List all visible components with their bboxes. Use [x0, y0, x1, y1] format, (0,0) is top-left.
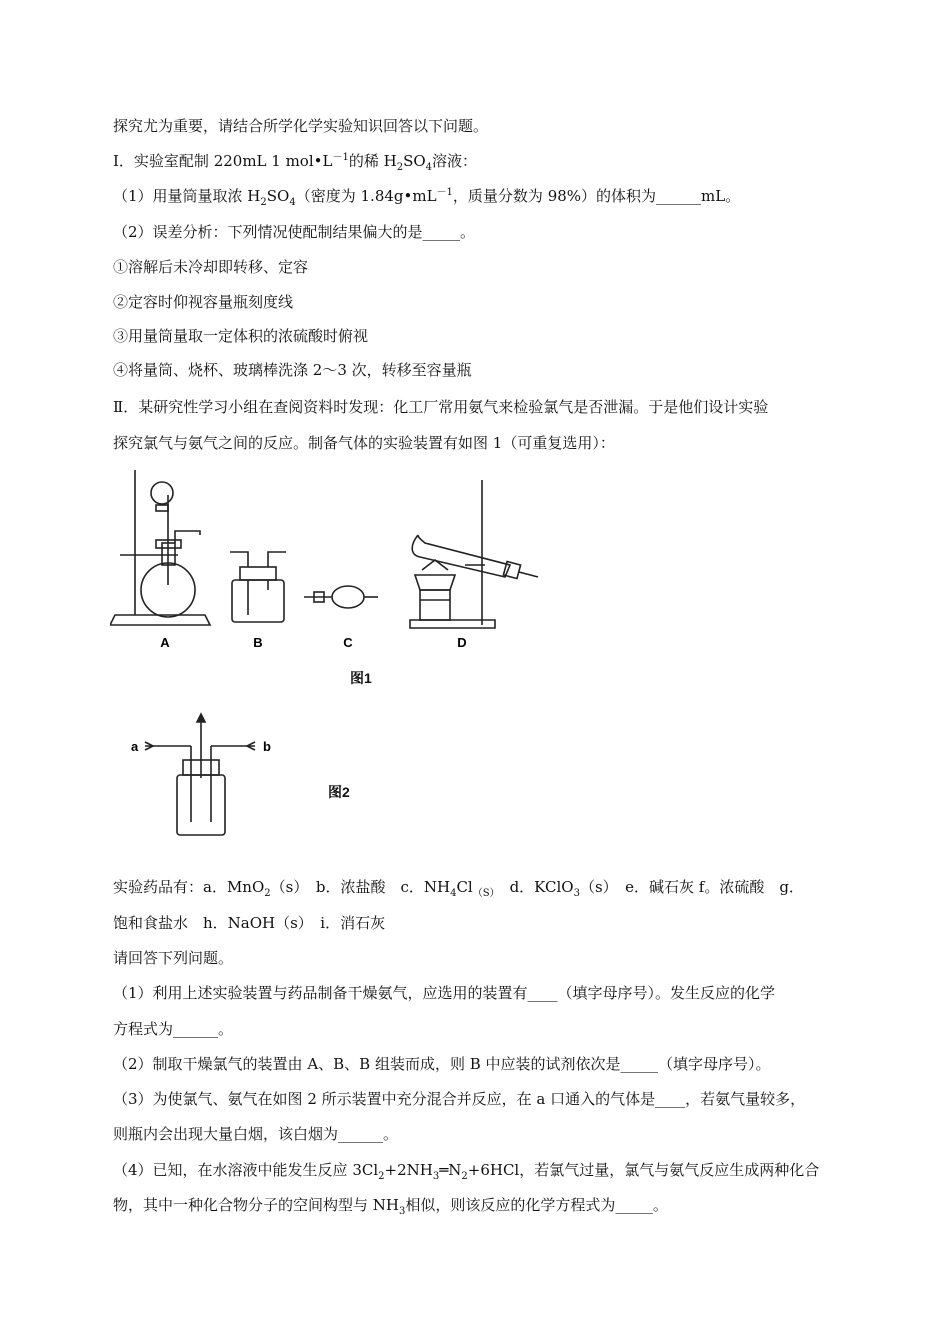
label-c: C: [343, 635, 353, 650]
figure-2-apparatus: [125, 710, 295, 840]
reagents-line-2: 饱和食盐水 h．NaOH（s） i．消石灰: [113, 914, 386, 932]
option-2: ②定容时仰视容量瓶刻度线: [113, 293, 294, 311]
apparatus-a-drawing: [110, 470, 210, 625]
figure-2-caption: 图2: [328, 784, 350, 800]
figure-2-label-b: b: [263, 739, 271, 754]
part1-question-2: （2）误差分析：下列情况使配制结果偏大的是_____。: [113, 223, 476, 241]
option-4: ④将量筒、烧杯、玻璃棒洗涤 2～3 次，转移至容量瓶: [113, 361, 472, 379]
question-4-line-1: （4）已知，在水溶液中能发生反应 $3Cl_2+2NH_3═N_2+6HCl$，若氯气过量，氯气与氨气反应生成两种化合: [113, 1161, 820, 1182]
option-3: ③用量筒量取一定体积的浓硫酸时俯视: [113, 327, 369, 345]
question-1-line-2: 方程式为______。: [113, 1020, 234, 1038]
apparatus-d-drawing: [410, 480, 538, 628]
label-a: A: [160, 635, 170, 650]
question-2: （2）制取干燥氯气的装置由 A、B、B 组装而成，则 B 中应装的试剂依次是_____（填字母序号）。: [113, 1055, 771, 1073]
figure-1-apparatus: [110, 465, 550, 655]
part2-line-1: Ⅱ．某研究性学习小组在查阅资料时发现：化工厂常用氨气来检验氯气是否泄漏。于是他们设计实验: [113, 398, 769, 416]
label-b: B: [253, 635, 263, 650]
label-d: D: [457, 635, 467, 650]
part1-heading: Ⅰ．实验室配制 220mL 1 $mol•L^{-1}$的稀 $H_2SO_4$溶液：: [113, 152, 478, 173]
questions-prompt: 请回答下列问题。: [113, 949, 234, 967]
option-1: ①溶解后未冷却即转移、定容: [113, 258, 309, 276]
question-3-line-1: （3）为使氯气、氨气在如图 2 所示装置中充分混合并反应，在 a 口通入的气体是____，若氨气量较多，: [113, 1090, 806, 1108]
intro-text: 探究尤为重要，请结合所学化学实验知识回答以下问题。: [113, 117, 489, 135]
reagents-line-1: 实验药品有：a．MnO$_2$（s） b．浓盐酸 c．$NH_4Cl_{(S)}$ d．KClO$_3$（s） e．碱石灰 f。浓硫酸 g．: [113, 878, 804, 899]
question-1-line-1: （1）利用上述实验装置与药品制备干燥氨气，应选用的装置有____（填字母序号）。发生反应的化学: [113, 984, 776, 1002]
question-4-line-2: 物，其中一种化合物分子的空间构型与 $NH_3$相似，则该反应的化学方程式为_____。: [113, 1196, 668, 1217]
apparatus-c-drawing: [304, 586, 378, 608]
question-3-line-2: 则瓶内会出现大量白烟，该白烟为______。: [113, 1125, 399, 1143]
figure-1-caption: 图1: [350, 670, 372, 686]
figure-2-label-a: a: [131, 739, 139, 754]
part1-question-1: （1）用量筒量取浓 $H_2SO_4$（密度为 $1.84g•mL^{-1}$，质量分数为 98%）的体积为______mL。: [113, 187, 741, 208]
apparatus-b-drawing: [230, 552, 286, 622]
part2-line-2: 探究氯气与氨气之间的反应。制备气体的实验装置有如图 1（可重复选用）：: [113, 434, 615, 452]
